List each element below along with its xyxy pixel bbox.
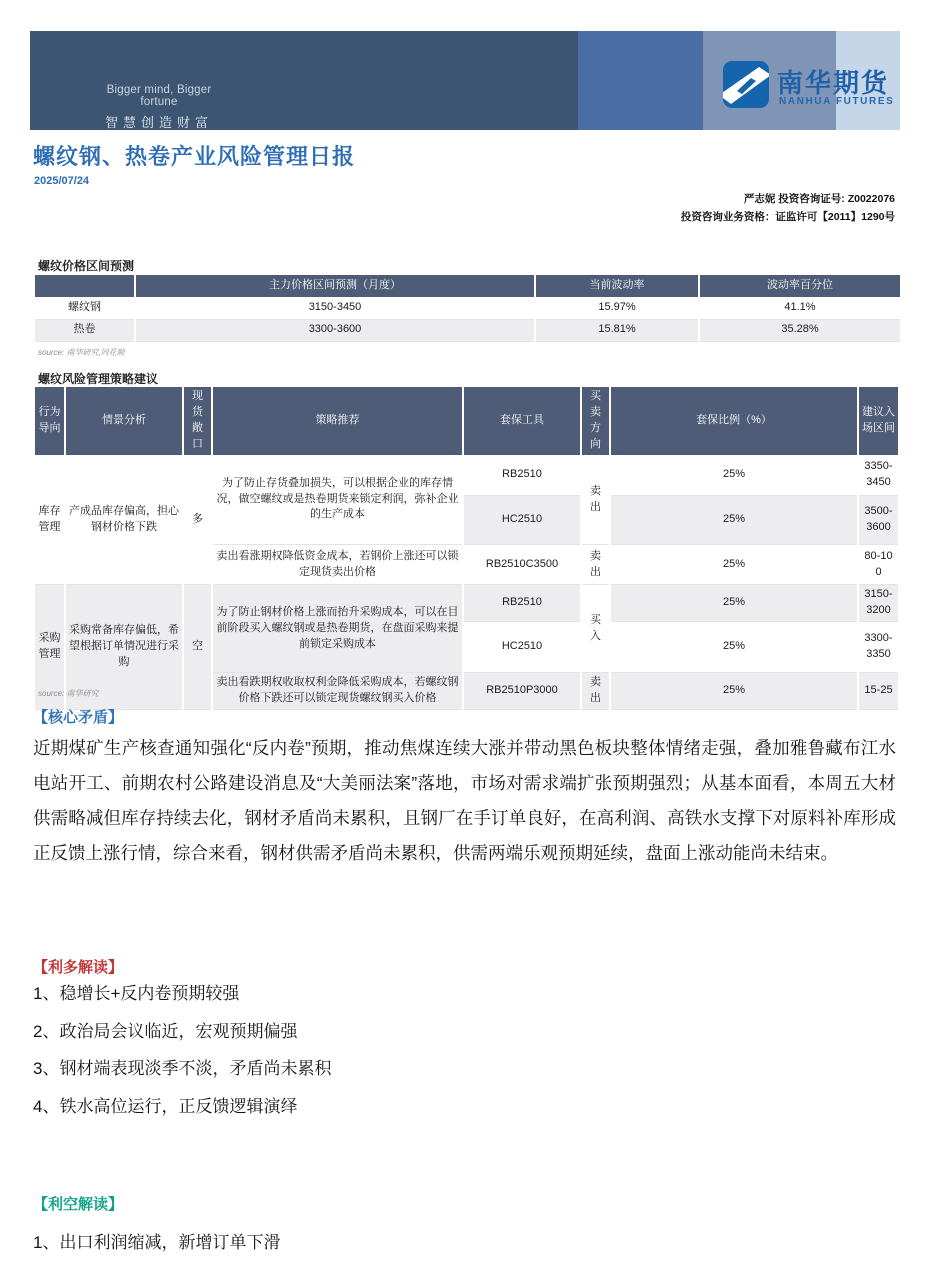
price-header-volatility: 当前波动率 [535,275,699,297]
ratio-cell: 25% [610,585,858,622]
strategy-header-scenario: 情景分析 [65,387,183,455]
company-name-en: NANHUA FUTURES [779,96,895,107]
price-header-blank [35,275,135,297]
table-row [35,455,898,496]
ratio-cell: 25% [610,622,858,673]
table-row [35,297,900,319]
behavior-cell: 库存管理 [35,455,65,585]
analyst-license: 严志妮 投资咨询证号: Z0022076 [743,193,895,205]
banner-block-medium [578,31,703,130]
percentile-value: 35.28% [699,319,900,341]
tool-cell: RB2510C3500 [463,545,581,585]
nanhua-logo-icon [723,61,769,108]
entry-cell: 3300-3350 [858,622,898,673]
strategy-table [35,387,898,710]
report-date: 2025/07/24 [34,175,90,187]
strategy-header-behavior: 行为导向 [35,387,65,455]
price-table-title: 螺纹价格区间预测 [38,259,135,273]
direction-cell: 买入 [581,585,610,673]
page-title: 螺纹钢、热卷产业风险管理日报 [33,144,356,169]
direction-cell: 卖出 [581,455,610,545]
bearish-list [33,1224,896,1262]
exposure-cell: 多 [183,455,212,585]
behavior-cell: 采购管理 [35,585,65,710]
strategy-table-source: source: 南华研究 [38,689,99,698]
analyst-info [681,190,895,226]
company-logo [723,59,900,119]
percentile-value: 41.1% [699,297,900,319]
ratio-cell: 25% [610,545,858,585]
exposure-cell: 空 [183,585,212,710]
table-row [35,319,900,341]
core-analysis-text: 近期煤矿生产核查通知强化“反内卷”预期，推动焦煤连续大涨并带动黑色板块整体情绪走强，叠加雅鲁藏布江水电站开工、前期农村公路建设消息及“大美丽法案”落地，市场对需求端扩张预期强烈；从基本面看，本周五大材供需略减但库存持续去化，钢材矛盾尚未累积，且钢厂在手订单良好，在高利润、高铁水支撑下对原料补库形成正反馈上涨行情，综合来看，钢材供需矛盾尚未累积，供需两端乐观预期延续，盘面上涨动能尚未结束。 [33,738,896,863]
entry-cell: 3500-3600 [858,496,898,545]
slogan-chinese: 智慧创造财富 [104,115,213,130]
ratio-cell: 25% [610,496,858,545]
company-name-cn: 南华期货 [777,68,890,98]
scenario-cell: 产成品库存偏高，担心钢材价格下跌 [65,455,183,585]
tool-cell: RB2510 [463,455,581,496]
list-item: 4、铁水高位运行，正反馈逻辑演绎 [33,1096,298,1116]
price-header-percentile: 波动率百分位 [699,275,900,297]
product-name: 热卷 [35,319,135,341]
list-item: 1、出口利润缩减，新增订单下滑 [33,1233,281,1252]
brand-slogan [88,84,230,131]
price-header-range: 主力价格区间预测（月度） [135,275,535,297]
strategy-cell: 卖出看涨期权降低资金成本，若钢价上涨还可以锁定现货卖出价格 [212,545,463,585]
tool-cell: HC2510 [463,496,581,545]
scenario-cell: 采购常备库存偏低，希望根据订单情况进行采购 [65,585,183,710]
list-item: 2、政治局会议临近，宏观预期偏强 [33,1021,298,1041]
ratio-cell: 25% [610,455,858,496]
price-table-source: source: 南华研究,同花顺 [38,348,125,357]
strategy-cell: 为了防止钢材价格上涨而抬升采购成本，可以在目前阶段买入螺纹钢或是热卷期货，在盘面采购来提前锁定采购成本 [212,585,463,673]
entry-cell: 3350-3450 [858,455,898,496]
list-item: 1、稳增长+反内卷预期较强 [33,984,240,1003]
volatility-value: 15.81% [535,319,699,341]
price-range: 3150-3450 [135,297,535,319]
entry-cell: 15-25 [858,673,898,710]
section-heading-core: 【核心矛盾】 [33,709,124,726]
list-item: 3、钢材端表现淡季不淡，矛盾尚未累积 [33,1059,332,1078]
ratio-cell: 25% [610,673,858,710]
advisory-qualification: 投资咨询业务资格：证监许可【2011】1290号 [680,211,895,223]
direction-cell: 卖出 [581,673,610,710]
strategy-header-tool: 套保工具 [463,387,581,455]
entry-cell: 3150-3200 [858,585,898,622]
tool-cell: HC2510 [463,622,581,673]
strategy-header-exposure: 现货敞口 [183,387,212,455]
tool-cell: RB2510 [463,585,581,622]
strategy-header-recommendation: 策略推荐 [212,387,463,455]
section-heading-bullish: 【利多解读】 [33,959,124,976]
strategy-cell: 为了防止存货叠加损失，可以根据企业的库存情况，做空螺纹或是热卷期货来锁定利润，弥补企业的生产成本 [212,455,463,545]
slogan-english: Bigger mind, Bigger fortune [106,84,212,108]
strategy-header-direction: 买卖方向 [581,387,610,455]
table-row [35,585,898,622]
bullish-list [33,975,896,1125]
price-range: 3300-3600 [135,319,535,341]
brand-banner [30,31,900,130]
strategy-header-entry: 建议入场区间 [858,387,898,455]
strategy-table-title: 螺纹风险管理策略建议 [38,372,159,386]
tool-cell: RB2510P3000 [463,673,581,710]
price-forecast-table [35,275,900,342]
entry-cell: 80-100 [858,545,898,585]
strategy-cell: 卖出看跌期权收取权利金降低采购成本，若螺纹钢价格下跌还可以锁定现货螺纹钢买入价格 [212,673,463,710]
section-heading-bearish: 【利空解读】 [33,1196,124,1213]
strategy-header-ratio: 套保比例（%） [610,387,858,455]
direction-cell: 卖出 [581,545,610,585]
product-name: 螺纹钢 [35,297,135,319]
volatility-value: 15.97% [535,297,699,319]
